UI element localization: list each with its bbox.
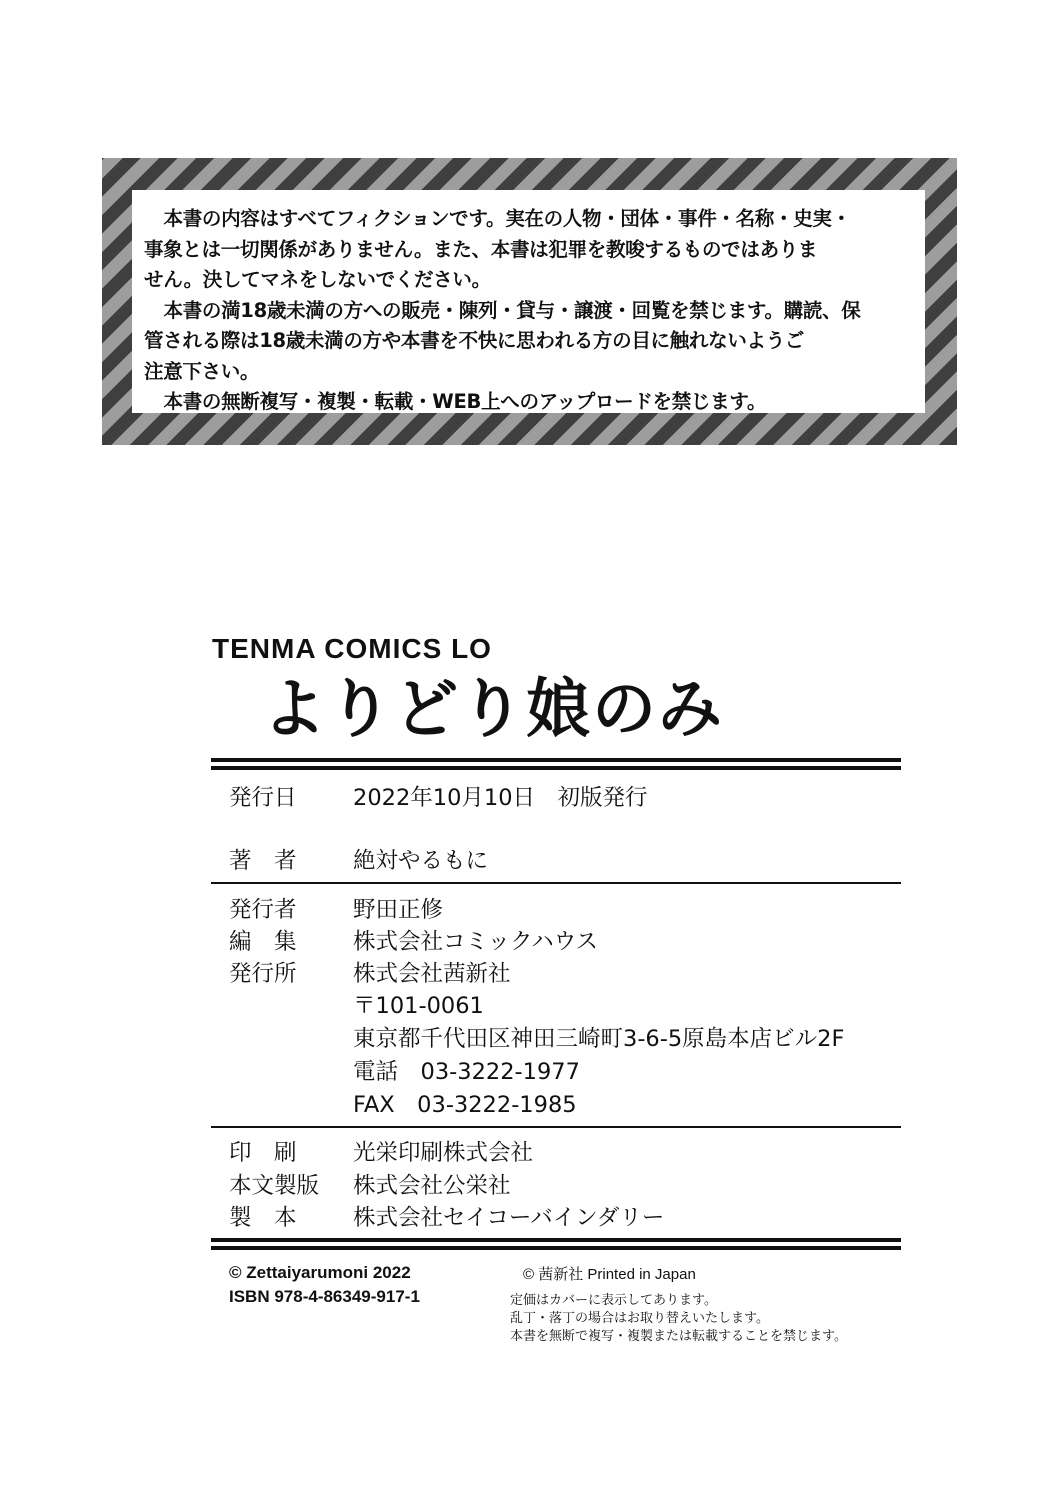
author-value: 絶対やるもに [353,848,489,874]
row-editor [229,925,598,955]
rule-divider-2 [211,1126,901,1128]
row-printing [229,1136,533,1166]
notice-fiction-disclaimer: 本書の内容はすべてフィクションです。実在の人物・団体・事件・名称・史実・ 事象とは一切関係がありません。また、本書は犯罪を教唆するものではありま せん。決してマネをしないでください。 [144,207,851,291]
row-publish-date [229,781,648,811]
publisher-label: 発行所 [229,961,297,987]
typesetting-value: 株式会社公栄社 [353,1173,511,1199]
publisher-name: 株式会社茜新社 [353,961,511,987]
author-copyright: © Zettaiyarumoni 2022 [229,1263,411,1282]
warning-notice-text-area [132,190,925,413]
rule-top-thick-2 [211,766,901,770]
rule-bottom-thick-1 [211,1238,901,1242]
warning-notice-box [102,158,957,445]
binding-value: 株式会社セイコーバインダリー [353,1205,665,1231]
rule-divider-1 [211,882,901,884]
rule-bottom-thick-2 [211,1246,901,1250]
row-author [229,844,488,874]
publisher-copyright: © 茜新社 Printed in Japan [523,1266,696,1283]
row-binding [229,1201,664,1231]
row-telephone [229,1055,580,1085]
typesetting-label: 本文製版 [229,1173,320,1199]
rule-top-thick-1 [211,758,901,762]
editor-value: 株式会社コミックハウス [353,929,599,955]
book-title: よりどり娘のみ [262,672,724,747]
publisher-person-value: 野田正修 [353,897,444,923]
printing-label: 印 刷 [229,1140,297,1166]
row-publisher [229,957,511,987]
row-fax [229,1088,577,1118]
row-address [229,1022,844,1052]
publisher-fax: FAX 03-3222-1985 [353,1092,577,1118]
publisher-address: 東京都千代田区神田三崎町3-6-5原島本店ビル2F [353,1026,845,1052]
note-misprint: 乱丁・落丁の場合はお取り替えいたします。 [510,1311,769,1326]
row-typesetting [229,1169,511,1199]
author-label: 著 者 [229,848,297,874]
isbn: ISBN 978-4-86349-917-1 [229,1287,420,1306]
binding-label: 製 本 [229,1205,297,1231]
notice-age-restriction: 本書の満18歳未満の方への販売・陳列・貸与・譲渡・回覧を禁じます。購読、保 管される際は18歳未満の方や本書を不快に思われる方の目に触れないようご 注意下さい。 [144,298,861,383]
note-copy-prohibited: 本書を無断で複写・複製または転載することを禁じます。 [510,1329,847,1344]
publish-date-value: 2022年10月10日 初版発行 [353,785,648,811]
editor-label: 編 集 [229,929,297,955]
row-postal-code [229,989,484,1019]
row-publisher-person [229,893,443,923]
publisher-postal-code: 〒101-0061 [353,993,484,1019]
note-price: 定価はカバーに表示してあります。 [510,1293,717,1308]
printing-value: 光栄印刷株式会社 [353,1140,534,1166]
publisher-telephone: 電話 03-3222-1977 [353,1059,580,1085]
series-name: TENMA COMICS LO [212,633,492,664]
notice-copy-prohibition: 本書の無断複写・複製・転載・WEB上へのアップロードを禁じます。 [163,390,767,413]
publish-date-label: 発行日 [229,785,297,811]
publisher-person-label: 発行者 [229,897,297,923]
